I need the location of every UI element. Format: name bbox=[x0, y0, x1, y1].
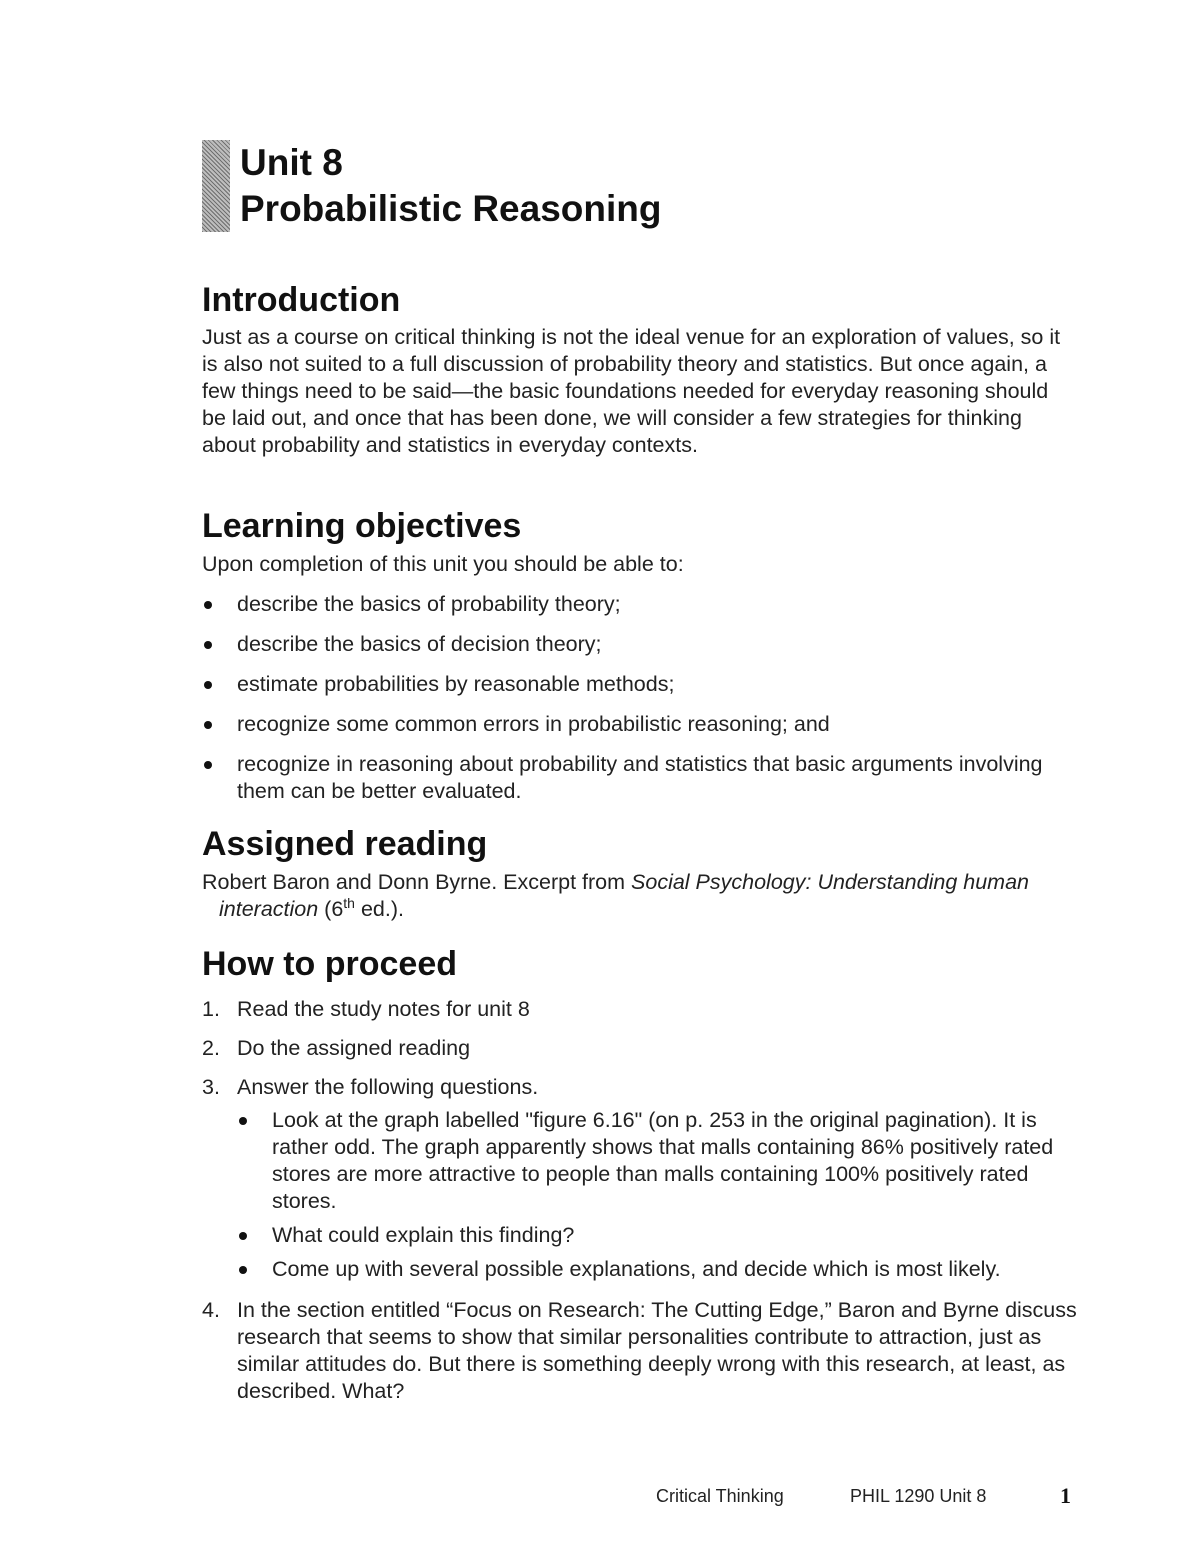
question-item: What could explain this finding? bbox=[237, 1222, 1082, 1249]
bullet-icon bbox=[239, 1117, 247, 1125]
page-footer bbox=[0, 1483, 1200, 1516]
unit-titles bbox=[240, 140, 661, 232]
procedure-step: 1. Read the study notes for unit 8 bbox=[202, 997, 530, 1021]
introduction-body: Just as a course on critical thinking is not the ideal venue for an exploration of values, so it is also not suited to a full discussion of probability theory and statistics. But once again, a few things need to be said—the basic foundations needed for everyday reasoning should be laid out, and once that has been done, we will consider a few strategies for thinking about probability and statistics in everyday contexts. bbox=[202, 325, 1061, 457]
objective-item: describe the basics of decision theory; bbox=[202, 631, 1072, 658]
reading-section bbox=[202, 822, 1072, 923]
procedure-section bbox=[202, 942, 1082, 1405]
reading-authors: Robert Baron and Donn Byrne. Excerpt from bbox=[202, 870, 632, 894]
reading-book-title: Social Psychology: Understanding human interaction bbox=[219, 870, 1029, 921]
objective-item: estimate probabilities by reasonable methods; bbox=[202, 671, 1072, 698]
procedure-step: 3. Answer the following questions. Look at the graph labelled "figure 6.16" (on p. 253 in the original pagination). It is rather odd. The graph apparently shows that malls containing 86% positively rated stores are more attractive to people than malls containing 100% positively rated stores. What could explain this finding? Come up with several possible explanations, and decide which is most likely. bbox=[202, 1074, 1082, 1283]
bullet-icon bbox=[204, 681, 212, 689]
procedure-step: 4. In the section entitled “Focus on Research: The Cutting Edge,” Baron and Byrne discuss research that seems to show that similar personalities contribute to attraction, just as similar attitudes do. But there is something deeply wrong with this research, at least, as described. What? bbox=[202, 1298, 1077, 1403]
objectives-section bbox=[202, 504, 1072, 805]
question-item: Look at the graph labelled "figure 6.16" (on p. 253 in the original pagination). It is rather odd. The graph apparently shows that malls containing 86% positively rated stores are more attractive to people than malls containing 100% positively rated stores. bbox=[237, 1107, 1082, 1215]
procedure-step: 2. Do the assigned reading bbox=[202, 1036, 471, 1060]
introduction-section bbox=[202, 278, 1072, 459]
objective-item: recognize some common errors in probabilistic reasoning; and bbox=[202, 711, 1072, 738]
question-item: Come up with several possible explanations, and decide which is most likely. bbox=[237, 1256, 1082, 1283]
objectives-list bbox=[202, 591, 1072, 805]
unit-marker-bar bbox=[202, 140, 230, 232]
objectives-lead: Upon completion of this unit you should be able to: bbox=[202, 552, 684, 576]
procedure-steps bbox=[202, 996, 1082, 1405]
unit-label: Unit 8 bbox=[240, 142, 343, 183]
bullet-icon bbox=[239, 1266, 247, 1274]
bullet-icon bbox=[239, 1232, 247, 1240]
footer-course: Critical Thinking bbox=[656, 1486, 784, 1506]
objective-item: describe the basics of probability theory; bbox=[202, 591, 1072, 618]
bullet-icon bbox=[204, 601, 212, 609]
footer-unit: PHIL 1290 Unit 8 bbox=[850, 1486, 987, 1506]
question-list bbox=[237, 1107, 1082, 1283]
bullet-icon bbox=[204, 721, 212, 729]
objective-item: recognize in reasoning about probability and statistics that basic arguments involving them can be better evaluated. bbox=[202, 751, 1072, 805]
introduction-heading: Introduction bbox=[202, 281, 401, 319]
bullet-icon bbox=[204, 641, 212, 649]
reading-citation: Robert Baron and Donn Byrne. Excerpt from Social Psychology: Understanding human interaction (6th ed.). bbox=[202, 870, 1029, 921]
unit-title: Probabilistic Reasoning bbox=[240, 188, 662, 229]
procedure-heading: How to proceed bbox=[202, 945, 458, 983]
page-number: 1 bbox=[1060, 1483, 1071, 1508]
reading-heading: Assigned reading bbox=[202, 825, 488, 863]
bullet-icon bbox=[204, 761, 212, 769]
objectives-heading: Learning objectives bbox=[202, 507, 522, 545]
